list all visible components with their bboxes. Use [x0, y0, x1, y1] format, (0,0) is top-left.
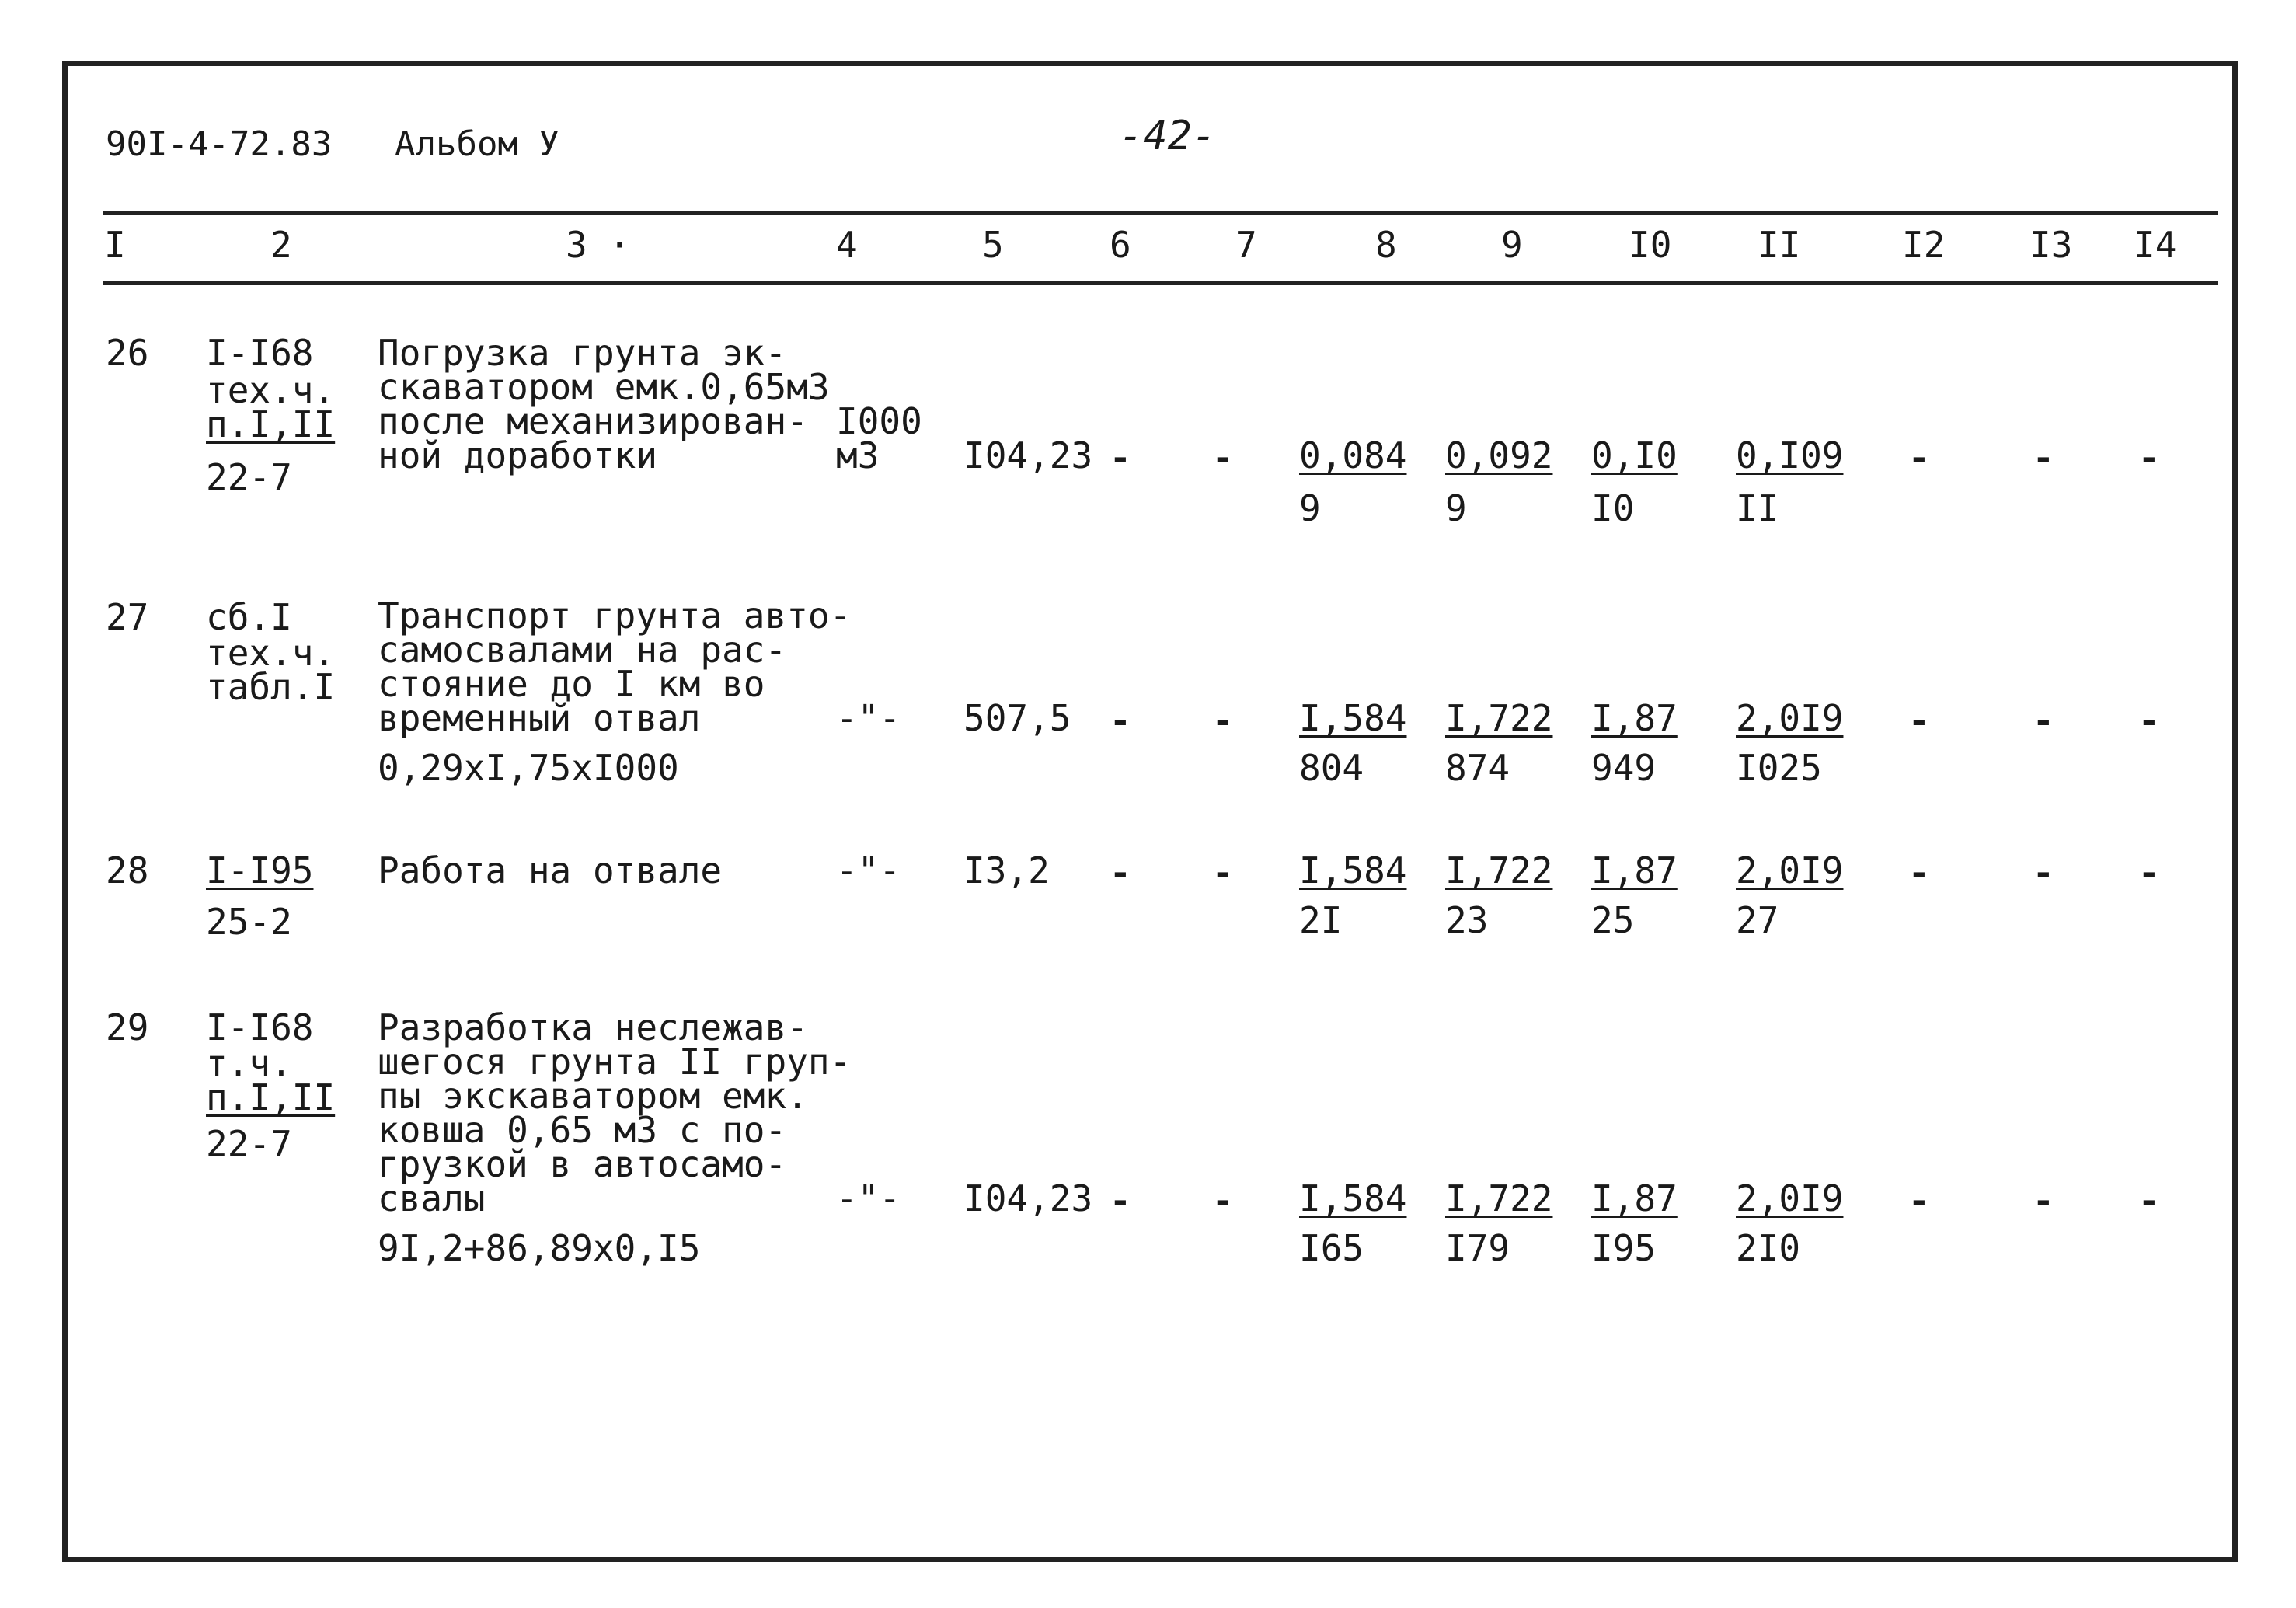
col14-value: - [2138, 437, 2160, 479]
norm-code: 25-2 [206, 901, 292, 943]
col10-coef: I,87 [1591, 849, 1678, 891]
doc-code: 90I-4-72.83 [106, 124, 333, 164]
col11-value: 27 [1736, 899, 1779, 941]
unit: -"- [836, 697, 901, 739]
col6-value: - [1110, 852, 1131, 894]
col-8: 8 [1375, 224, 1397, 266]
col6-value: - [1110, 1180, 1131, 1222]
col9-value: 23 [1445, 899, 1489, 941]
row-number: 28 [106, 849, 149, 891]
col-5: 5 [982, 224, 1004, 266]
col8-value: 9 [1299, 487, 1321, 529]
col7-value: - [1212, 852, 1234, 894]
col-2: 2 [270, 224, 292, 266]
norm-code: I-I68 [206, 332, 314, 374]
col14-value: - [2138, 852, 2160, 894]
col-12: I2 [1902, 224, 1946, 266]
quantity: I3,2 [963, 849, 1050, 891]
col10-value: 949 [1591, 747, 1657, 789]
norm-code: п.I,II [206, 403, 336, 445]
col8-value: I65 [1299, 1227, 1364, 1269]
col8-value: 804 [1299, 747, 1364, 789]
col9-coef: I,722 [1445, 849, 1553, 891]
col11-coef: 2,0I9 [1736, 697, 1844, 739]
col8-coef: I,584 [1299, 1177, 1407, 1219]
col10-value: I95 [1591, 1227, 1657, 1269]
col11-value: II [1736, 487, 1779, 529]
norm-code: сб.I [206, 596, 292, 638]
work-description: шегося грунта II груп- [378, 1041, 852, 1083]
col8-coef: 0,084 [1299, 434, 1407, 476]
norm-code: 22-7 [206, 456, 292, 498]
col12-value: - [1908, 1180, 1930, 1222]
norm-code: тех.ч. [206, 632, 336, 674]
col7-value: - [1212, 1180, 1234, 1222]
col11-coef: 2,0I9 [1736, 1177, 1844, 1219]
col7-value: - [1212, 699, 1234, 741]
quantity: I04,23 [963, 1177, 1093, 1219]
norm-code: I-I68 [206, 1006, 314, 1048]
work-description: ной доработки [378, 434, 658, 476]
col12-value: - [1908, 852, 1930, 894]
work-description: стояние до I км во [378, 663, 765, 705]
col9-value: 9 [1445, 487, 1467, 529]
page-number: -42- [1119, 113, 1217, 159]
col7-value: - [1212, 437, 1234, 479]
col11-value: I025 [1736, 747, 1822, 789]
col-1: I [104, 224, 126, 266]
calculation: 9I,2+86,89х0,I5 [378, 1227, 701, 1269]
col8-value: 2I [1299, 899, 1343, 941]
col-4: 4 [836, 224, 858, 266]
col10-value: 25 [1591, 899, 1635, 941]
work-description: самосвалами на рас- [378, 629, 787, 671]
col10-coef: I,87 [1591, 1177, 1678, 1219]
col10-value: I0 [1591, 487, 1635, 529]
col9-value: 874 [1445, 747, 1510, 789]
col6-value: - [1110, 699, 1131, 741]
norm-code: табл.I [206, 666, 336, 708]
norm-code: п.I,II [206, 1076, 336, 1118]
col-11: II [1758, 224, 1801, 266]
norm-code: 22-7 [206, 1123, 292, 1165]
col13-value: - [2033, 699, 2054, 741]
page-frame [62, 61, 2238, 1562]
col13-value: - [2033, 1180, 2054, 1222]
header-bottom-rule [103, 281, 2218, 285]
col-13: I3 [2029, 224, 2073, 266]
unit: -"- [836, 1177, 901, 1219]
col-9: 9 [1501, 224, 1523, 266]
unit: м3 [836, 434, 880, 476]
album-label: Альбом У [395, 124, 559, 164]
col11-coef: 0,I09 [1736, 434, 1844, 476]
col10-coef: 0,I0 [1591, 434, 1678, 476]
header-top-rule [103, 211, 2218, 215]
col9-coef: 0,092 [1445, 434, 1553, 476]
col12-value: - [1908, 437, 1930, 479]
norm-code: т.ч. [206, 1042, 292, 1084]
col8-coef: I,584 [1299, 697, 1407, 739]
col13-value: - [2033, 437, 2054, 479]
quantity: 507,5 [963, 697, 1071, 739]
work-description: скаватором емк.0,65м3 [378, 366, 830, 408]
work-description: Работа на отвале [378, 849, 723, 891]
col14-value: - [2138, 699, 2160, 741]
col11-coef: 2,0I9 [1736, 849, 1844, 891]
work-description: Транспорт грунта авто- [378, 595, 852, 637]
col12-value: - [1908, 699, 1930, 741]
work-description: грузкой в автосамо- [378, 1143, 787, 1185]
unit: -"- [836, 849, 901, 891]
work-description: временный отвал [378, 697, 701, 739]
row-number: 26 [106, 332, 149, 374]
col-14: I4 [2134, 224, 2177, 266]
col-10: I0 [1629, 224, 1672, 266]
col9-coef: I,722 [1445, 1177, 1553, 1219]
col14-value: - [2138, 1180, 2160, 1222]
quantity: I04,23 [963, 434, 1093, 476]
col-3: 3 · [566, 224, 631, 266]
col10-coef: I,87 [1591, 697, 1678, 739]
col11-value: 2I0 [1736, 1227, 1801, 1269]
col9-coef: I,722 [1445, 697, 1553, 739]
work-description: ковша 0,65 м3 с по- [378, 1109, 787, 1151]
work-description: Погрузка грунта эк- [378, 332, 787, 374]
norm-code: тех.ч. [206, 369, 336, 411]
work-description: свалы [378, 1177, 486, 1219]
col-6: 6 [1110, 224, 1131, 266]
norm-code: I-I95 [206, 849, 314, 891]
work-description: Разработка неслежав- [378, 1006, 808, 1048]
work-description: после механизирован- [378, 400, 808, 442]
col9-value: I79 [1445, 1227, 1510, 1269]
col8-coef: I,584 [1299, 849, 1407, 891]
row-number: 29 [106, 1006, 149, 1048]
col6-value: - [1110, 437, 1131, 479]
col-7: 7 [1235, 224, 1257, 266]
row-number: 27 [106, 596, 149, 638]
calculation: 0,29хI,75хI000 [378, 747, 679, 789]
work-description: пы экскаватором емк. [378, 1075, 808, 1117]
unit: I000 [836, 400, 922, 442]
col13-value: - [2033, 852, 2054, 894]
